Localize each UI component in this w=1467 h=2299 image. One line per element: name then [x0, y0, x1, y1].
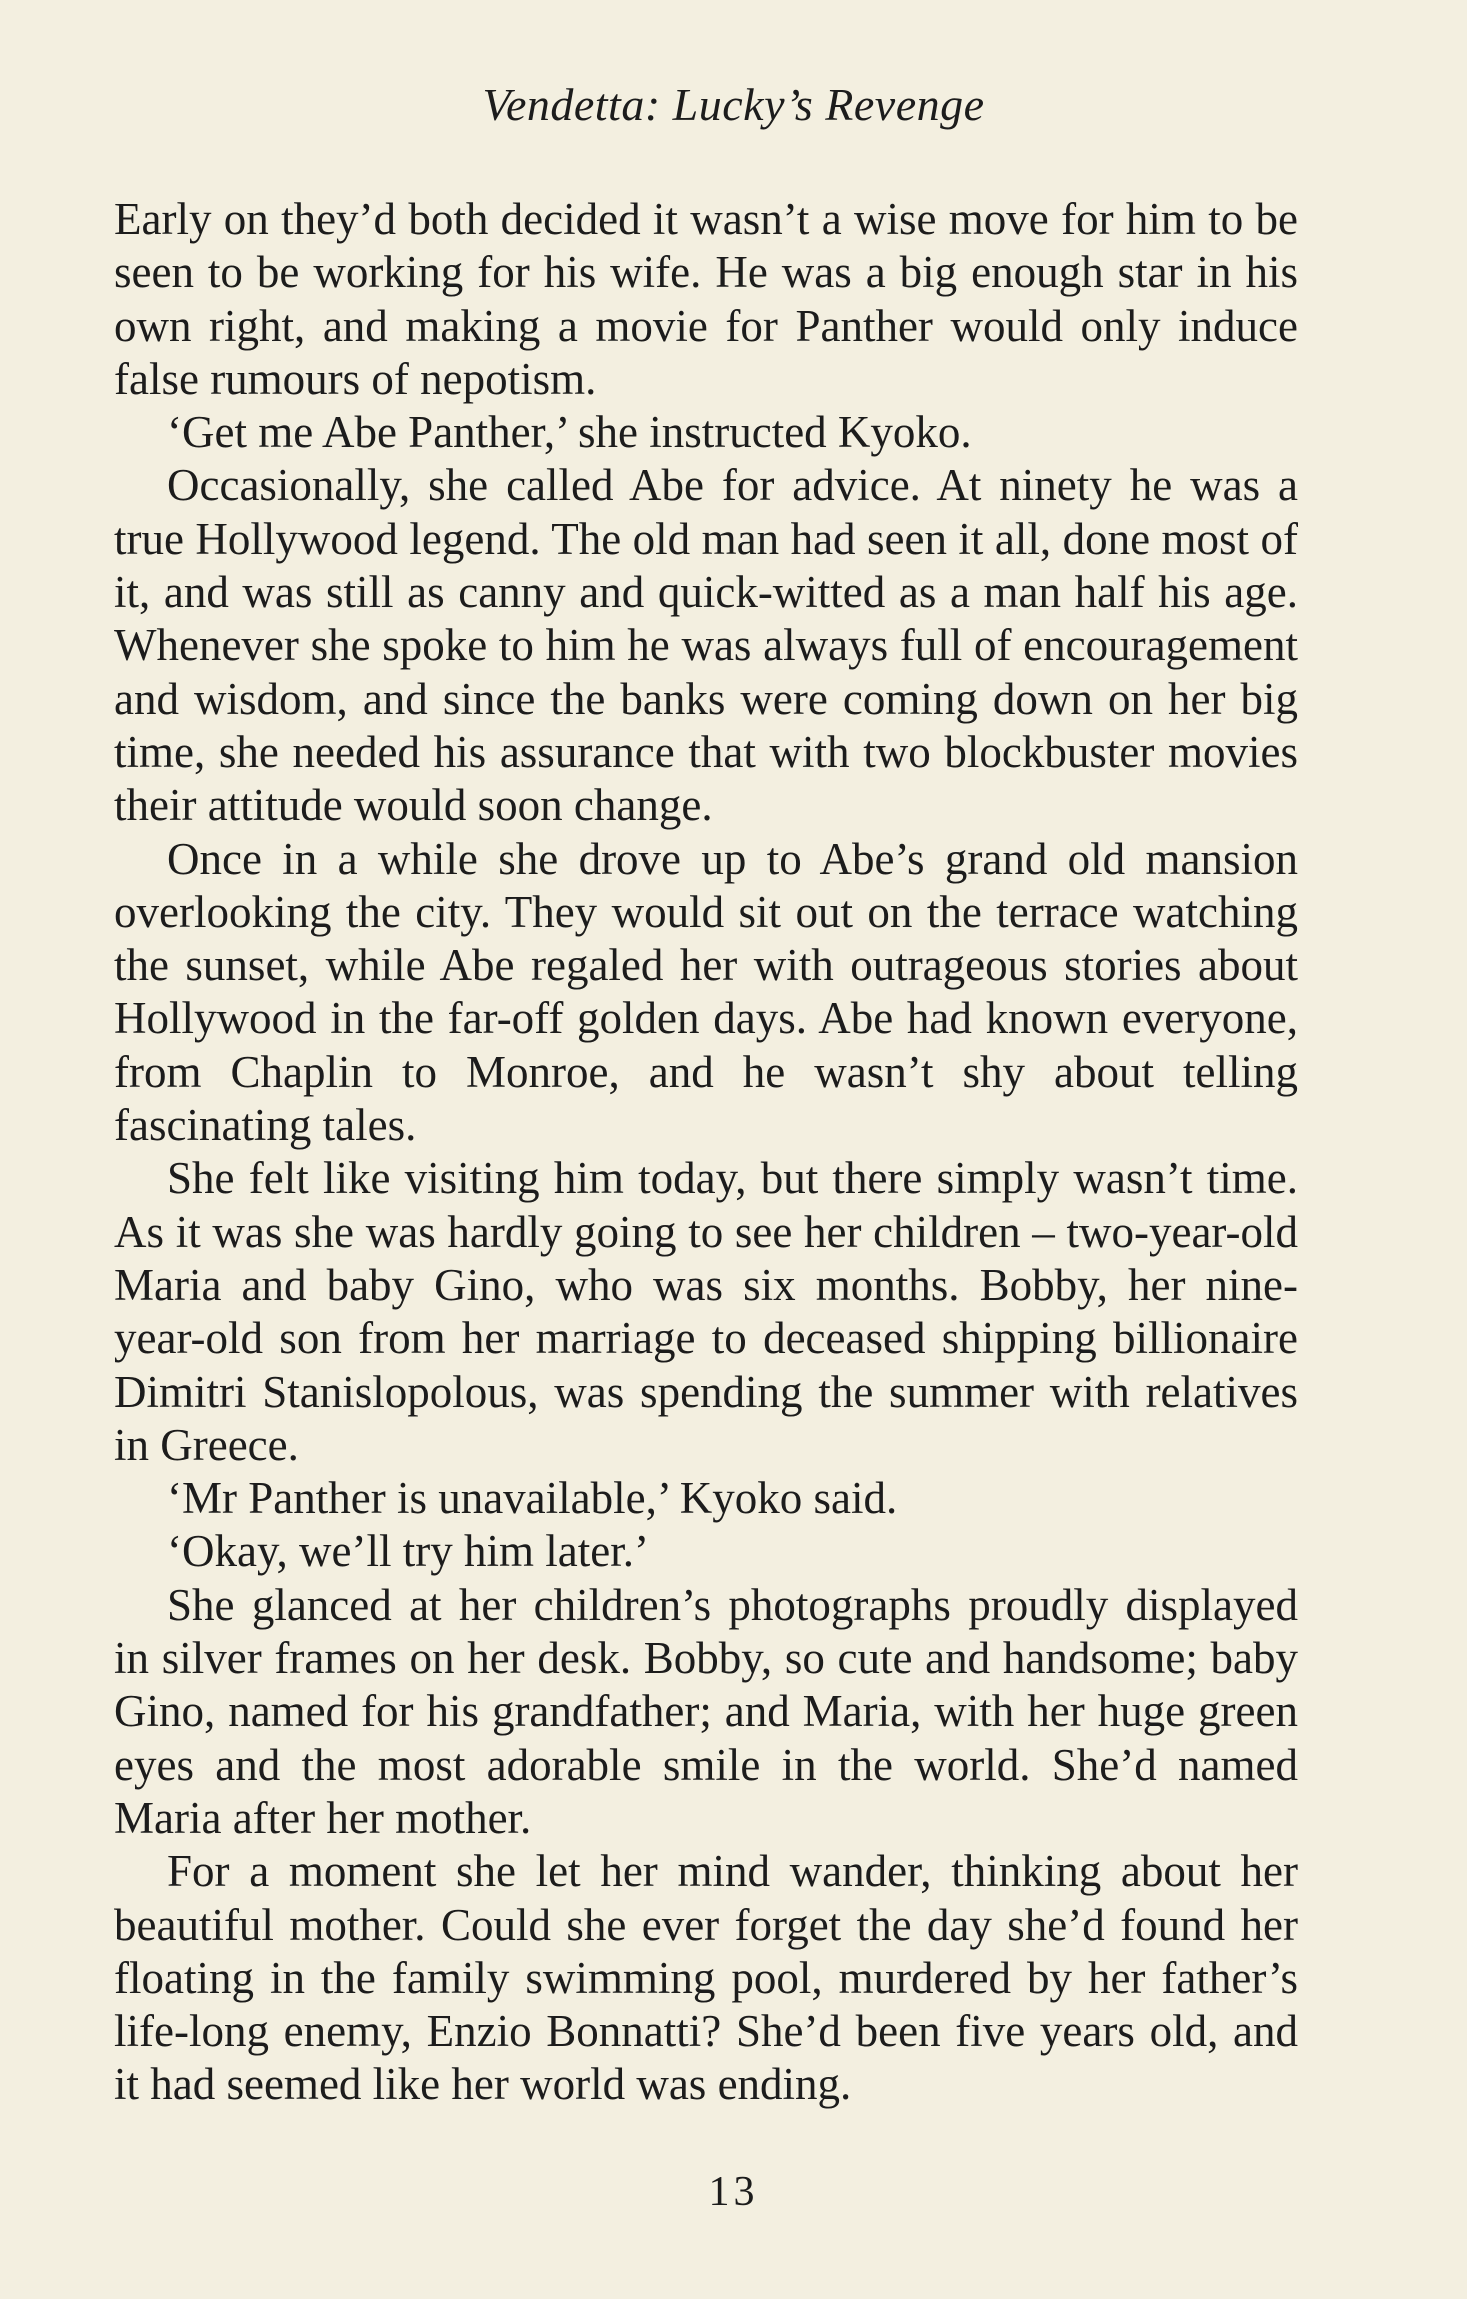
paragraph: Occasionally, she called Abe for advice. At ninety he was a true Hollywood legend. The old man had seen it all, done most of it, and was still as canny and quick-witted as a man half his age. Whenever she spoke to him he was always full of encouragement and wisdom, and since the banks were coming down on her big time, she needed his assurance that with two blockbuster movies their attitude would soon change. — [114, 460, 1298, 831]
running-header: Vendetta: Lucky’s Revenge — [482, 79, 985, 130]
paragraph: For a moment she let her mind wander, thinking about her beautiful mother. Could she ever forget the day she’d found her floating in the family swimming pool, murdered by her father’s life-long enemy, Enzio Bonnatti? She’d been five years old, and it had seemed like her world was ending. — [114, 1846, 1298, 2110]
paragraph: Early on they’d both decided it wasn’t a wise move for him to be seen to be working for his wife. He was a big enough star in his own right, and making a movie for Panther would only induce false rumours of nepotism. — [114, 194, 1298, 404]
body-text — [114, 193, 1298, 2112]
paragraph: ‘Okay, we’ll try him later.’ — [167, 1526, 649, 1577]
paragraph: ‘Mr Panther is unavailable,’ Kyoko said. — [167, 1473, 898, 1524]
paragraph: She felt like visiting him today, but there simply wasn’t time. As it was she was hardly going to see her children – two-year-old Maria and baby Gino, who was six months. Bobby, her nine-year-old son from her marriage to deceased shipping billionaire Dimitri Stanislopolous, was spending the summer with relatives in Greece. — [114, 1153, 1298, 1470]
paragraph: Once in a while she drove up to Abe’s grand old mansion overlooking the city. They would sit out on the terrace watching the sunset, while Abe regaled her with outrageous stories about Hollywood in the far-off golden days. Abe had known everyone, from Chaplin to Monroe, and he wasn’t shy about telling fascinating tales. — [114, 833, 1298, 1151]
paragraph: She glanced at her children’s photographs proudly displayed in silver frames on her desk. Bobby, so cute and handsome; baby Gino, named for his grandfather; and Maria, with her huge green eyes and the most adorable smile in the world. She’d named Maria after her mother. — [114, 1579, 1298, 1843]
page-number: 13 — [708, 2169, 759, 2215]
paragraph: ‘Get me Abe Panther,’ she instructed Kyoko. — [167, 407, 972, 458]
